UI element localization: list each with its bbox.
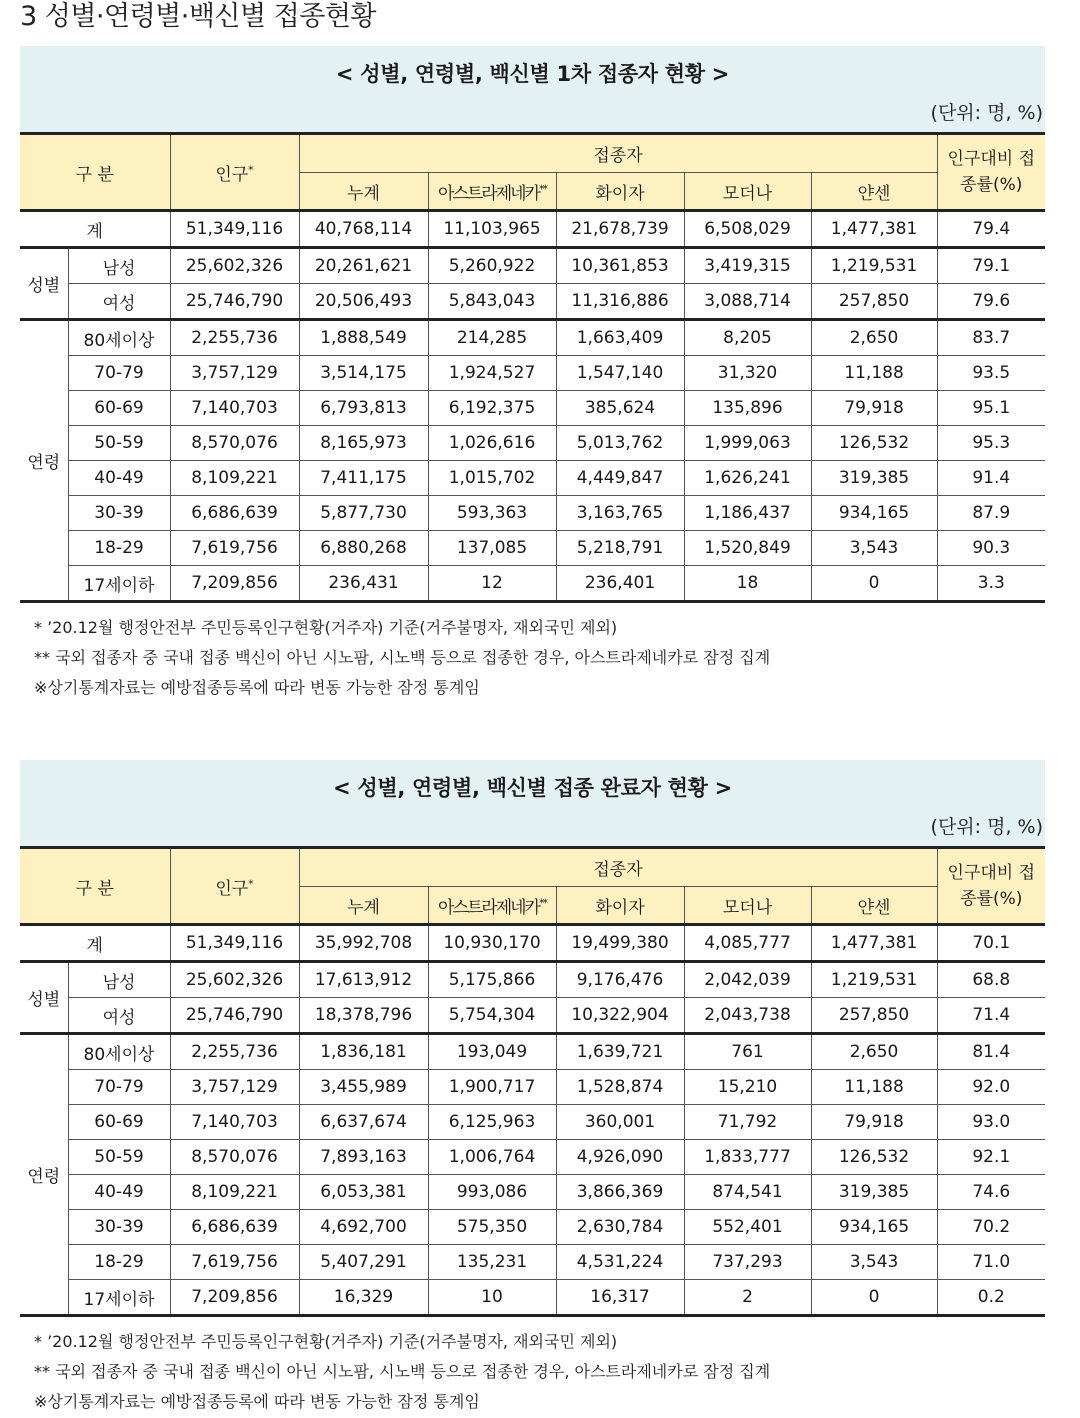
- group-label-sex: 성별: [20, 248, 68, 320]
- value-cell: 71.4: [937, 998, 1045, 1034]
- value-cell: 3,757,129: [170, 356, 299, 391]
- value-cell: 11,103,965: [428, 211, 556, 248]
- table-row: [20, 1175, 1045, 1210]
- value-cell: 319,385: [811, 1175, 937, 1210]
- table-row: [20, 962, 1045, 998]
- value-cell: 575,350: [428, 1210, 556, 1245]
- value-cell: 35,992,708: [299, 925, 428, 962]
- row-label: 여성: [68, 998, 170, 1034]
- value-cell: 2,255,736: [170, 1034, 299, 1070]
- value-cell: 135,231: [428, 1245, 556, 1280]
- value-cell: 1,477,381: [811, 211, 937, 248]
- value-cell: 20,506,493: [299, 284, 428, 320]
- value-cell: 31,320: [684, 356, 811, 391]
- value-cell: 0.2: [937, 1280, 1045, 1316]
- row-label: 남성: [68, 962, 170, 998]
- header-pfizer: 화이자: [556, 173, 684, 211]
- value-cell: 1,219,531: [811, 962, 937, 998]
- value-cell: 4,085,777: [684, 925, 811, 962]
- row-label: 50-59: [68, 426, 170, 461]
- table-row: [20, 1245, 1045, 1280]
- value-cell: 236,401: [556, 566, 684, 602]
- value-cell: 71.0: [937, 1245, 1045, 1280]
- astrazeneca-footnote-mark: **: [538, 181, 546, 195]
- value-cell: 3,757,129: [170, 1070, 299, 1105]
- value-cell: 8,109,221: [170, 461, 299, 496]
- value-cell: 25,746,790: [170, 998, 299, 1034]
- value-cell: 81.4: [937, 1034, 1045, 1070]
- header-janssen: 얀센: [811, 173, 937, 211]
- value-cell: 68.8: [937, 962, 1045, 998]
- value-cell: 93.0: [937, 1105, 1045, 1140]
- value-cell: 1,900,717: [428, 1070, 556, 1105]
- table-row: [20, 320, 1045, 356]
- value-cell: 5,260,922: [428, 248, 556, 284]
- value-cell: 70.1: [937, 925, 1045, 962]
- row-label: 17세이하: [68, 1280, 170, 1316]
- value-cell: 874,541: [684, 1175, 811, 1210]
- header-janssen: 얀센: [811, 887, 937, 925]
- value-cell: 90.3: [937, 531, 1045, 566]
- value-cell: 3,088,714: [684, 284, 811, 320]
- value-cell: 737,293: [684, 1245, 811, 1280]
- value-cell: 19,499,380: [556, 925, 684, 962]
- footnote: ** 국외 접종자 중 국내 접종 백신이 아닌 시노팜, 시노백 등으로 접종한 경우, 아스트라제네카로 잠정 집계: [34, 648, 771, 667]
- value-cell: 934,165: [811, 1210, 937, 1245]
- value-cell: 360,001: [556, 1105, 684, 1140]
- value-cell: 79,918: [811, 391, 937, 426]
- value-cell: 3,543: [811, 1245, 937, 1280]
- header-rate: [937, 848, 1045, 925]
- footnote: * ’20.12월 행정안전부 주민등록인구현황(거주자) 기준(거주불명자, 재외국민 제외): [34, 1332, 618, 1351]
- header-moderna: 모더나: [684, 887, 811, 925]
- value-cell: 7,619,756: [170, 1245, 299, 1280]
- value-cell: 1,186,437: [684, 496, 811, 531]
- value-cell: 95.3: [937, 426, 1045, 461]
- value-cell: 79.6: [937, 284, 1045, 320]
- group-label-sex: 성별: [20, 962, 68, 1034]
- value-cell: 20,261,621: [299, 248, 428, 284]
- value-cell: 593,363: [428, 496, 556, 531]
- header-total: 누계: [299, 887, 428, 925]
- value-cell: 2,650: [811, 320, 937, 356]
- table-banner: [20, 46, 1045, 132]
- value-cell: 1,477,381: [811, 925, 937, 962]
- value-cell: 10: [428, 1280, 556, 1316]
- value-cell: 3,543: [811, 531, 937, 566]
- value-cell: 6,793,813: [299, 391, 428, 426]
- first-dose-table-block: [20, 46, 1045, 703]
- table-title: < 성별, 연령별, 백신별 접종 완료자 현황 >: [333, 776, 732, 800]
- header-astrazeneca: [428, 887, 556, 925]
- section-title: 3 성별·연령별·백신별 접종현황: [20, 1, 376, 32]
- value-cell: 5,877,730: [299, 496, 428, 531]
- row-label-total: 계: [20, 925, 170, 962]
- row-label: 18-29: [68, 531, 170, 566]
- value-cell: 79,918: [811, 1105, 937, 1140]
- table-row: [20, 1034, 1045, 1070]
- table-row: [20, 356, 1045, 391]
- value-cell: 25,602,326: [170, 962, 299, 998]
- value-cell: 92.0: [937, 1070, 1045, 1105]
- value-cell: 3,419,315: [684, 248, 811, 284]
- value-cell: 95.1: [937, 391, 1045, 426]
- value-cell: 934,165: [811, 496, 937, 531]
- value-cell: 40,768,114: [299, 211, 428, 248]
- header-population-label: 인구: [215, 878, 249, 899]
- value-cell: 2,630,784: [556, 1210, 684, 1245]
- row-label: 50-59: [68, 1140, 170, 1175]
- value-cell: 0: [811, 1280, 937, 1316]
- footnote: * ’20.12월 행정안전부 주민등록인구현황(거주자) 기준(거주불명자, 재외국민 제외): [34, 618, 618, 637]
- value-cell: 5,843,043: [428, 284, 556, 320]
- value-cell: 12: [428, 566, 556, 602]
- footnotes: [20, 613, 1045, 703]
- value-cell: 92.1: [937, 1140, 1045, 1175]
- table-row: [20, 1280, 1045, 1316]
- value-cell: 6,686,639: [170, 496, 299, 531]
- value-cell: 319,385: [811, 461, 937, 496]
- header-rate-line2: 종률(%): [960, 175, 1023, 195]
- value-cell: 5,407,291: [299, 1245, 428, 1280]
- table-row-total: [20, 211, 1045, 248]
- value-cell: 11,188: [811, 356, 937, 391]
- value-cell: 3,163,765: [556, 496, 684, 531]
- header-astrazeneca: [428, 173, 556, 211]
- header-category: 구 분: [20, 848, 170, 925]
- population-footnote-mark: *: [248, 162, 254, 176]
- header-rate: [937, 134, 1045, 211]
- value-cell: 1,026,616: [428, 426, 556, 461]
- header-astrazeneca-label: 아스트라제네카: [438, 897, 539, 918]
- footnotes: [20, 1327, 1045, 1417]
- value-cell: 25,602,326: [170, 248, 299, 284]
- unit-label: (단위: 명, %): [930, 816, 1043, 838]
- row-label: 80세이상: [68, 320, 170, 356]
- value-cell: 87.9: [937, 496, 1045, 531]
- value-cell: 4,692,700: [299, 1210, 428, 1245]
- group-label-age: 연령: [20, 1034, 68, 1316]
- value-cell: 7,619,756: [170, 531, 299, 566]
- value-cell: 3,514,175: [299, 356, 428, 391]
- header-rate-line2: 종률(%): [960, 889, 1023, 909]
- header-population-label: 인구: [215, 164, 249, 185]
- table-row: [20, 391, 1045, 426]
- table-row: [20, 248, 1045, 284]
- value-cell: 15,210: [684, 1070, 811, 1105]
- value-cell: 126,532: [811, 426, 937, 461]
- value-cell: 2,650: [811, 1034, 937, 1070]
- footnote: ※상기통계자료는 예방접종등록에 따라 변동 가능한 잠정 통계임: [34, 678, 480, 697]
- table-row: [20, 566, 1045, 602]
- value-cell: 79.1: [937, 248, 1045, 284]
- value-cell: 3,866,369: [556, 1175, 684, 1210]
- value-cell: 10,361,853: [556, 248, 684, 284]
- value-cell: 18: [684, 566, 811, 602]
- value-cell: 10,322,904: [556, 998, 684, 1034]
- value-cell: 4,531,224: [556, 1245, 684, 1280]
- value-cell: 135,896: [684, 391, 811, 426]
- table-title: < 성별, 연령별, 백신별 1차 접종자 현황 >: [335, 62, 730, 86]
- value-cell: 83.7: [937, 320, 1045, 356]
- value-cell: 16,317: [556, 1280, 684, 1316]
- row-label: 30-39: [68, 496, 170, 531]
- value-cell: 18,378,796: [299, 998, 428, 1034]
- table-row: [20, 531, 1045, 566]
- vaccination-table: [20, 846, 1045, 1317]
- header-astrazeneca-label: 아스트라제네카: [438, 183, 539, 204]
- value-cell: 4,926,090: [556, 1140, 684, 1175]
- value-cell: 6,880,268: [299, 531, 428, 566]
- table-row: [20, 1105, 1045, 1140]
- value-cell: 1,999,063: [684, 426, 811, 461]
- header-pfizer: 화이자: [556, 887, 684, 925]
- value-cell: 993,086: [428, 1175, 556, 1210]
- population-footnote-mark: *: [248, 876, 254, 890]
- value-cell: 21,678,739: [556, 211, 684, 248]
- table-banner: [20, 760, 1045, 846]
- header-vaccinated: 접종자: [299, 134, 937, 173]
- row-label: 18-29: [68, 1245, 170, 1280]
- value-cell: 1,639,721: [556, 1034, 684, 1070]
- value-cell: 1,836,181: [299, 1034, 428, 1070]
- value-cell: 17,613,912: [299, 962, 428, 998]
- row-label: 남성: [68, 248, 170, 284]
- table-row: [20, 1210, 1045, 1245]
- value-cell: 1,547,140: [556, 356, 684, 391]
- unit-label: (단위: 명, %): [930, 102, 1043, 124]
- value-cell: 1,520,849: [684, 531, 811, 566]
- value-cell: 2,043,738: [684, 998, 811, 1034]
- value-cell: 137,085: [428, 531, 556, 566]
- table-row: [20, 496, 1045, 531]
- row-label: 70-79: [68, 1070, 170, 1105]
- value-cell: 5,175,866: [428, 962, 556, 998]
- value-cell: 8,205: [684, 320, 811, 356]
- vaccination-table: [20, 132, 1045, 603]
- header-moderna: 모더나: [684, 173, 811, 211]
- value-cell: 3,455,989: [299, 1070, 428, 1105]
- value-cell: 552,401: [684, 1210, 811, 1245]
- value-cell: 1,626,241: [684, 461, 811, 496]
- value-cell: 6,508,029: [684, 211, 811, 248]
- value-cell: 6,053,381: [299, 1175, 428, 1210]
- value-cell: 5,013,762: [556, 426, 684, 461]
- row-label: 17세이하: [68, 566, 170, 602]
- full-vaccination-table-block: [20, 760, 1045, 1417]
- value-cell: 8,570,076: [170, 426, 299, 461]
- value-cell: 16,329: [299, 1280, 428, 1316]
- value-cell: 6,686,639: [170, 1210, 299, 1245]
- value-cell: 1,006,764: [428, 1140, 556, 1175]
- row-label: 60-69: [68, 1105, 170, 1140]
- group-label-age: 연령: [20, 320, 68, 602]
- value-cell: 236,431: [299, 566, 428, 602]
- value-cell: 2: [684, 1280, 811, 1316]
- table-row: [20, 284, 1045, 320]
- value-cell: 1,924,527: [428, 356, 556, 391]
- header-population: [170, 134, 299, 211]
- table-row: [20, 426, 1045, 461]
- value-cell: 9,176,476: [556, 962, 684, 998]
- value-cell: 2,042,039: [684, 962, 811, 998]
- value-cell: 2,255,736: [170, 320, 299, 356]
- value-cell: 5,754,304: [428, 998, 556, 1034]
- value-cell: 51,349,116: [170, 925, 299, 962]
- value-cell: 7,411,175: [299, 461, 428, 496]
- table-row: [20, 1070, 1045, 1105]
- value-cell: 7,140,703: [170, 1105, 299, 1140]
- header-population: [170, 848, 299, 925]
- header-category: 구 분: [20, 134, 170, 211]
- value-cell: 10,930,170: [428, 925, 556, 962]
- value-cell: 761: [684, 1034, 811, 1070]
- value-cell: 385,624: [556, 391, 684, 426]
- value-cell: 11,316,886: [556, 284, 684, 320]
- value-cell: 70.2: [937, 1210, 1045, 1245]
- header-vaccinated: 접종자: [299, 848, 937, 887]
- row-label: 40-49: [68, 461, 170, 496]
- row-label: 60-69: [68, 391, 170, 426]
- value-cell: 79.4: [937, 211, 1045, 248]
- value-cell: 74.6: [937, 1175, 1045, 1210]
- footnote: ※상기통계자료는 예방접종등록에 따라 변동 가능한 잠정 통계임: [34, 1392, 480, 1411]
- value-cell: 193,049: [428, 1034, 556, 1070]
- value-cell: 0: [811, 566, 937, 602]
- value-cell: 126,532: [811, 1140, 937, 1175]
- header-rate-line1: 인구대비 접: [947, 149, 1036, 169]
- table-row: [20, 1140, 1045, 1175]
- value-cell: 8,109,221: [170, 1175, 299, 1210]
- footnote: ** 국외 접종자 중 국내 접종 백신이 아닌 시노팜, 시노백 등으로 접종한 경우, 아스트라제네카로 잠정 집계: [34, 1362, 771, 1381]
- value-cell: 7,893,163: [299, 1140, 428, 1175]
- value-cell: 6,192,375: [428, 391, 556, 426]
- value-cell: 93.5: [937, 356, 1045, 391]
- table-row: [20, 998, 1045, 1034]
- astrazeneca-footnote-mark: **: [538, 895, 546, 909]
- value-cell: 3.3: [937, 566, 1045, 602]
- header-total: 누계: [299, 173, 428, 211]
- header-rate-line1: 인구대비 접: [947, 863, 1036, 883]
- value-cell: 1,833,777: [684, 1140, 811, 1175]
- value-cell: 11,188: [811, 1070, 937, 1105]
- value-cell: 1,015,702: [428, 461, 556, 496]
- value-cell: 71,792: [684, 1105, 811, 1140]
- value-cell: 6,637,674: [299, 1105, 428, 1140]
- row-label: 80세이상: [68, 1034, 170, 1070]
- row-label: 여성: [68, 284, 170, 320]
- value-cell: 1,219,531: [811, 248, 937, 284]
- value-cell: 214,285: [428, 320, 556, 356]
- value-cell: 257,850: [811, 998, 937, 1034]
- value-cell: 7,209,856: [170, 1280, 299, 1316]
- row-label: 30-39: [68, 1210, 170, 1245]
- value-cell: 91.4: [937, 461, 1045, 496]
- row-label: 70-79: [68, 356, 170, 391]
- value-cell: 8,165,973: [299, 426, 428, 461]
- value-cell: 1,528,874: [556, 1070, 684, 1105]
- value-cell: 257,850: [811, 284, 937, 320]
- value-cell: 5,218,791: [556, 531, 684, 566]
- row-label-total: 계: [20, 211, 170, 248]
- table-row-total: [20, 925, 1045, 962]
- value-cell: 7,209,856: [170, 566, 299, 602]
- table-row: [20, 461, 1045, 496]
- value-cell: 6,125,963: [428, 1105, 556, 1140]
- value-cell: 25,746,790: [170, 284, 299, 320]
- value-cell: 7,140,703: [170, 391, 299, 426]
- value-cell: 1,663,409: [556, 320, 684, 356]
- value-cell: 51,349,116: [170, 211, 299, 248]
- value-cell: 4,449,847: [556, 461, 684, 496]
- row-label: 40-49: [68, 1175, 170, 1210]
- value-cell: 1,888,549: [299, 320, 428, 356]
- value-cell: 8,570,076: [170, 1140, 299, 1175]
